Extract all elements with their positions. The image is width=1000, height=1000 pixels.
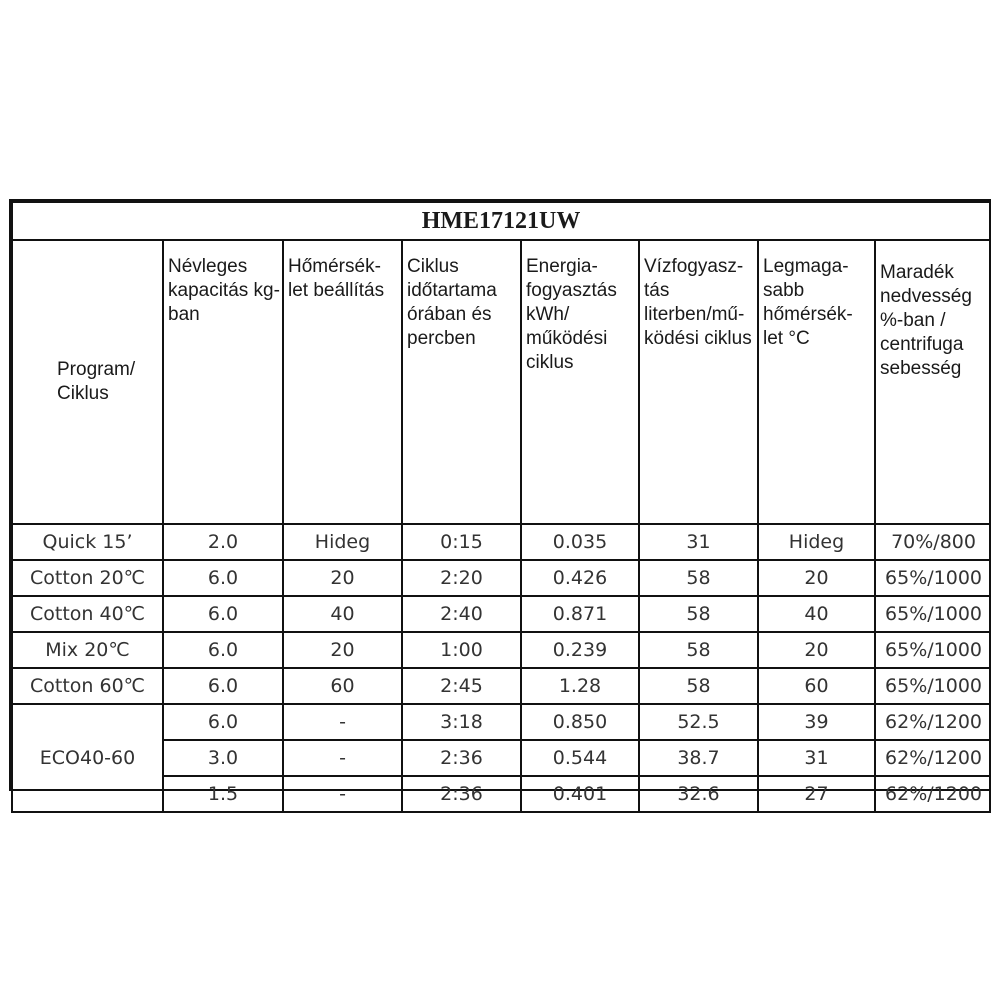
energy-cell: 0.401 [521, 776, 639, 812]
water-cell: 38.7 [639, 740, 758, 776]
max-temp-cell: 27 [758, 776, 875, 812]
temp-cell: - [283, 776, 402, 812]
header-max-temperature: Legmaga-sabb hőmérsék-let °C [758, 240, 875, 524]
temp-cell: - [283, 704, 402, 740]
water-cell: 58 [639, 668, 758, 704]
energy-cell: 0.035 [521, 524, 639, 560]
energy-cell: 0.426 [521, 560, 639, 596]
header-capacity: Névleges kapacitás kg-ban [163, 240, 283, 524]
table-row [12, 560, 990, 596]
max-temp-cell: 40 [758, 596, 875, 632]
header-residual-moisture: Maradék nedvesség %-ban / centrifuga sebesség [875, 240, 990, 524]
duration-cell: 2:36 [402, 776, 521, 812]
energy-cell: 0.239 [521, 632, 639, 668]
temp-cell: 20 [283, 632, 402, 668]
residual-cell: 65%/1000 [875, 560, 990, 596]
residual-cell: 65%/1000 [875, 668, 990, 704]
residual-cell: 62%/1200 [875, 776, 990, 812]
temp-cell: 60 [283, 668, 402, 704]
temp-cell: Hideg [283, 524, 402, 560]
duration-cell: 2:36 [402, 740, 521, 776]
duration-cell: 0:15 [402, 524, 521, 560]
max-temp-cell: 60 [758, 668, 875, 704]
residual-cell: 70%/800 [875, 524, 990, 560]
header-duration: Ciklus időtartama órában és percben [402, 240, 521, 524]
max-temp-cell: 20 [758, 632, 875, 668]
capacity-cell: 6.0 [163, 704, 283, 740]
max-temp-cell: 20 [758, 560, 875, 596]
header-energy: Energia-fogyasztás kWh/ működési ciklus [521, 240, 639, 524]
residual-cell: 62%/1200 [875, 740, 990, 776]
header-program: Program/ Ciklus [12, 240, 163, 524]
temp-cell: - [283, 740, 402, 776]
table-title: HME17121UW [12, 202, 990, 240]
temp-cell: 40 [283, 596, 402, 632]
capacity-cell: 6.0 [163, 560, 283, 596]
table-row [12, 632, 990, 668]
duration-cell: 2:45 [402, 668, 521, 704]
energy-cell: 0.871 [521, 596, 639, 632]
program-cell: Quick 15’ [12, 524, 163, 560]
program-table-sheet [9, 199, 991, 805]
energy-cell: 1.28 [521, 668, 639, 704]
capacity-cell: 2.0 [163, 524, 283, 560]
max-temp-cell: 39 [758, 704, 875, 740]
program-cell: Cotton 40℃ [12, 596, 163, 632]
table-row [12, 524, 990, 560]
residual-cell: 65%/1000 [875, 596, 990, 632]
duration-cell: 1:00 [402, 632, 521, 668]
water-cell: 58 [639, 632, 758, 668]
duration-cell: 2:40 [402, 596, 521, 632]
capacity-cell: 6.0 [163, 668, 283, 704]
duration-cell: 2:20 [402, 560, 521, 596]
max-temp-cell: 31 [758, 740, 875, 776]
temp-cell: 20 [283, 560, 402, 596]
program-cell: Cotton 60℃ [12, 668, 163, 704]
max-temp-cell: Hideg [758, 524, 875, 560]
capacity-cell: 6.0 [163, 632, 283, 668]
header-water: Vízfogyasz-tás literben/mű-ködési ciklus [639, 240, 758, 524]
table-row [12, 596, 990, 632]
residual-cell: 65%/1000 [875, 632, 990, 668]
energy-cell: 0.850 [521, 704, 639, 740]
capacity-cell: 3.0 [163, 740, 283, 776]
water-cell: 58 [639, 596, 758, 632]
duration-cell: 3:18 [402, 704, 521, 740]
program-table [11, 201, 991, 813]
program-cell: Cotton 20℃ [12, 560, 163, 596]
residual-cell: 62%/1200 [875, 704, 990, 740]
table-row [12, 704, 990, 740]
program-cell-eco: ECO40-60 [12, 704, 163, 812]
water-cell: 32.6 [639, 776, 758, 812]
water-cell: 31 [639, 524, 758, 560]
water-cell: 52.5 [639, 704, 758, 740]
capacity-cell: 6.0 [163, 596, 283, 632]
header-temperature-setting: Hőmérsék-let beállítás [283, 240, 402, 524]
program-cell: Mix 20℃ [12, 632, 163, 668]
water-cell: 58 [639, 560, 758, 596]
table-row [12, 668, 990, 704]
capacity-cell: 1.5 [163, 776, 283, 812]
energy-cell: 0.544 [521, 740, 639, 776]
